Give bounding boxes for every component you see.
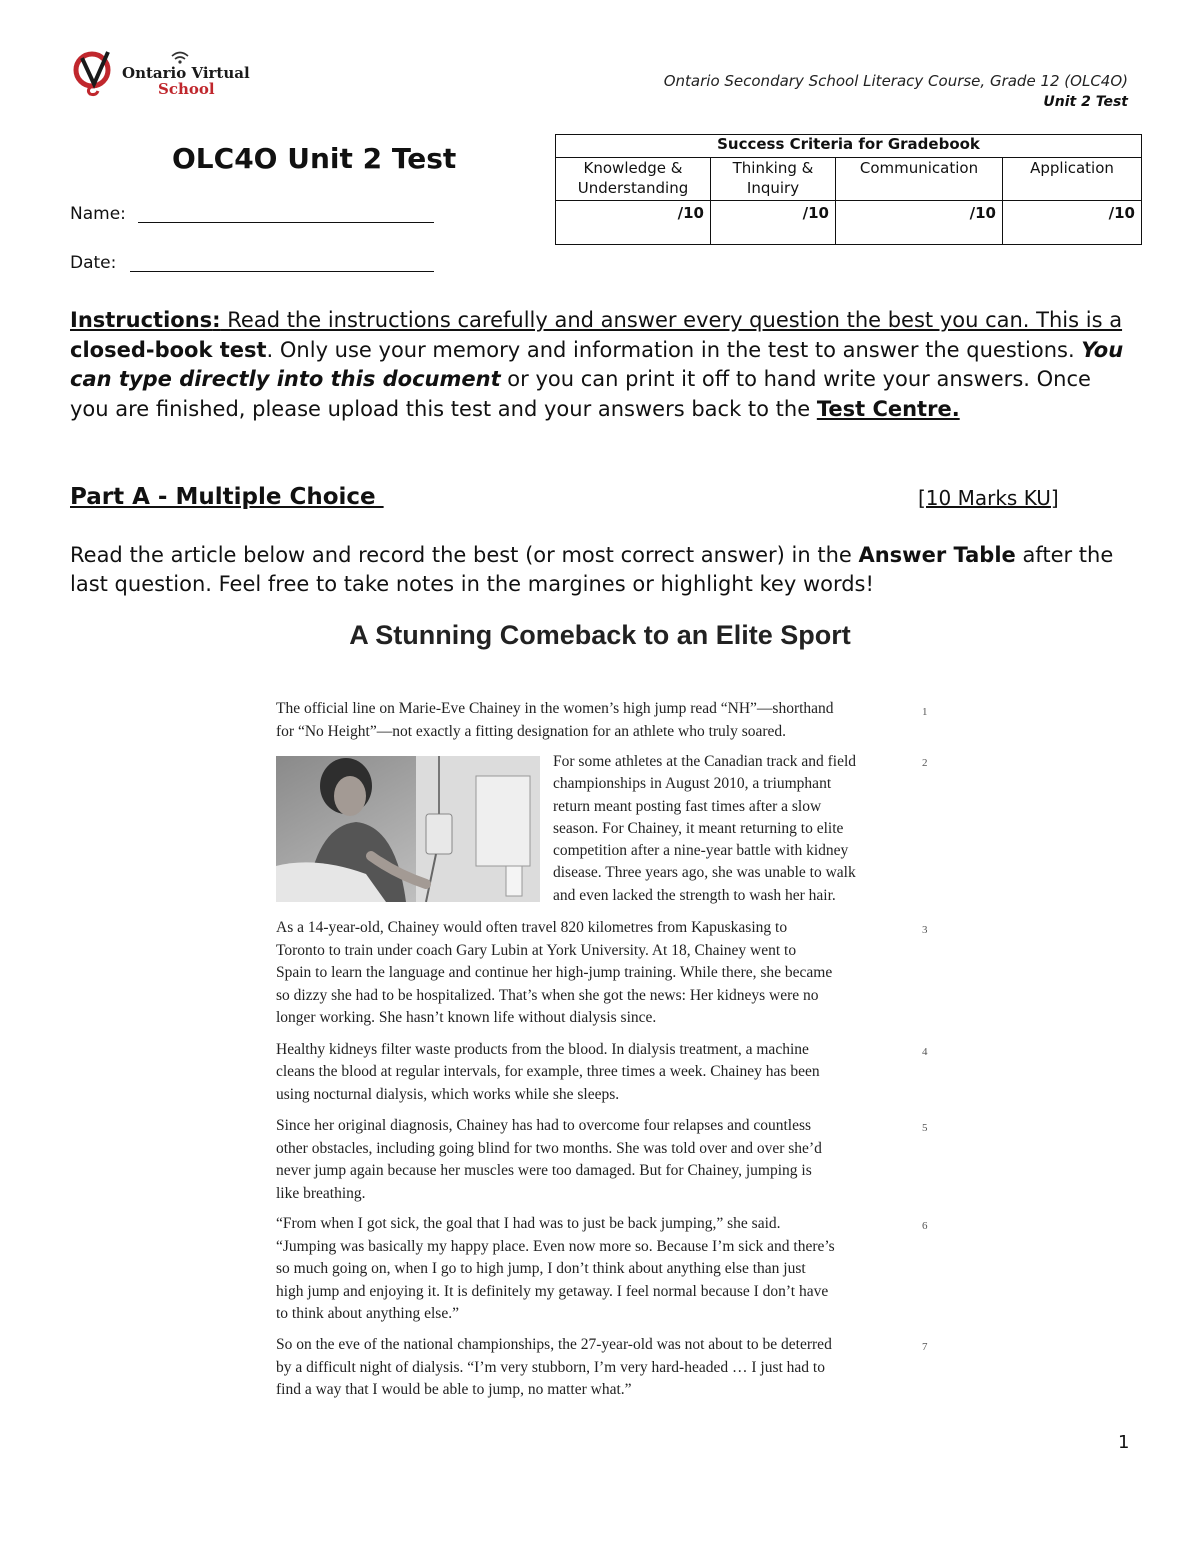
article-line: Spain to learn the language and continue her high-jump training. While there, she became	[276, 964, 833, 981]
article-line: other obstacles, including going blind for two months. She was told over and over she’d	[276, 1139, 822, 1157]
date-label: Date:	[70, 253, 117, 273]
logo-text-school: School	[158, 80, 215, 98]
criteria-caption: Success Criteria for Gradebook	[556, 135, 1142, 158]
closed-book-text: closed-book test	[70, 337, 267, 362]
article-title: A Stunning Comeback to an Elite Sport	[349, 620, 851, 650]
paragraph-number: 3	[922, 924, 928, 936]
article-line: high jump and enjoying it. It is definitely my getaway. I feel normal because I don’t have	[276, 1282, 829, 1300]
article-line: Toronto to train under coach Gary Lubin at York University. At 18, Chainey went to	[276, 941, 797, 959]
article-line: and even lacked the strength to wash her hair.	[553, 886, 836, 904]
score-thinking[interactable]: /10	[711, 201, 836, 245]
article-line: Since her original diagnosis, Chainey has had to overcome four relapses and countless	[276, 1117, 812, 1134]
article-paragraph	[276, 917, 832, 1030]
instructions-text-2: . Only use your memory and information in the test to answer the questions.	[266, 337, 1082, 362]
article-line: like breathing.	[276, 1184, 366, 1202]
read-text-1: Read the article below and record the best (or most correct answer) in the	[70, 543, 859, 567]
date-field[interactable]	[130, 271, 434, 272]
article-line: disease. Three years ago, she was unable to walk	[553, 864, 856, 882]
article-line: Healthy kidneys filter waste products from the blood. In dialysis treatment, a machine	[276, 1041, 809, 1058]
article-line: The official line on Marie-Eve Chainey in the women’s high jump read “NH”—shorthand	[276, 700, 834, 717]
article-line: so dizzy she had to be hospitalized. That’s when she got the news: Her kidneys were no	[276, 986, 819, 1004]
course-title: Ontario Secondary School Literacy Course, Grade 12 (OLC4O)	[663, 72, 1128, 90]
unit-label: Unit 2 Test	[1043, 94, 1128, 110]
article-paragraph	[276, 1039, 820, 1106]
article-line: championships in August 2010, a triumphant	[553, 775, 832, 793]
score-application[interactable]: /10	[1003, 201, 1142, 245]
instructions-paragraph	[70, 306, 1130, 424]
article-line: “From when I got sick, the goal that I had was to just be back jumping,” she said.	[276, 1215, 781, 1232]
dialysis-patient-image	[276, 756, 540, 902]
instructions-text-3: or you can print it off to hand write your answers. Once you are finished, please upload this test and your answers back to the	[70, 367, 1091, 421]
article-line: So on the eve of the national championships, the 27-year-old was not about to be deterred	[276, 1336, 832, 1353]
instructions-colon: :	[212, 308, 221, 332]
paragraph-number: 7	[922, 1341, 928, 1353]
score-knowledge[interactable]: /10	[556, 201, 711, 245]
paragraph-number: 1	[922, 706, 928, 718]
article-line: “Jumping was basically my happy place. Even now more so. Because I’m sick and there’s	[276, 1237, 835, 1255]
instructions-text-1: Read the instructions carefully and answer every question the best you can. This is a	[220, 308, 1123, 332]
part-a-marks: [10 Marks KU]	[918, 486, 1059, 510]
success-criteria-table	[555, 134, 1142, 245]
paragraph-number: 2	[922, 757, 928, 769]
type-directly-text: You can type directly into this document	[70, 337, 1124, 391]
wifi-icon	[170, 50, 190, 64]
article-line: competition after a nine-year battle with kidney	[553, 842, 849, 860]
test-centre-link[interactable]: Test Centre.	[816, 396, 960, 421]
article-line: never jump again because her muscles were too damaged. But for Chainey, jumping is	[276, 1162, 812, 1179]
article-photo	[276, 756, 540, 902]
score-communication[interactable]: /10	[836, 201, 1003, 245]
ovs-logo-mark-icon	[72, 48, 120, 98]
instructions-label: Instructions	[70, 308, 213, 332]
criteria-header-thinking: Thinking & Inquiry	[711, 158, 836, 201]
logo-text-ontario-virtual: Ontario Virtual	[122, 64, 250, 82]
article-line: For some athletes at the Canadian track and field	[553, 753, 857, 770]
part-a-heading: Part A - Multiple Choice	[70, 484, 384, 510]
name-label: Name:	[70, 204, 126, 224]
paragraph-number: 5	[922, 1122, 928, 1134]
article-line: cleans the blood at regular intervals, for example, three times a week. Chainey has been	[276, 1063, 820, 1081]
article-paragraph	[276, 1115, 822, 1205]
article-paragraph	[553, 751, 856, 907]
article-paragraph	[276, 698, 834, 743]
article-line: by a difficult night of dialysis. “I’m very stubborn, I’m very hard-headed … I just had to	[276, 1358, 825, 1376]
article-line: As a 14-year-old, Chainey would often travel 820 kilometres from Kapuskasing to	[276, 919, 788, 936]
paragraph-number: 4	[922, 1046, 928, 1058]
article-line: using nocturnal dialysis, which works while she sleeps.	[276, 1085, 620, 1103]
read-text-2: after the last question. Feel free to take notes in the margines or highlight key words!	[70, 543, 1114, 596]
page-title: OLC4O Unit 2 Test	[172, 142, 457, 175]
article-line: find a way that I would be able to jump, no matter what.”	[276, 1381, 632, 1398]
article-paragraph	[276, 1213, 835, 1326]
school-logo	[72, 48, 262, 100]
answer-table-text: Answer Table	[858, 543, 1016, 567]
criteria-header-application: Application	[1003, 158, 1142, 201]
article-line: return meant posting fast times after a slow	[553, 797, 822, 815]
article-line: longer working. She hasn’t known life without dialysis since.	[276, 1009, 657, 1026]
paragraph-number: 6	[922, 1220, 928, 1232]
article-line: for “No Height”—not exactly a fitting designation for an athlete who truly soared.	[276, 722, 787, 740]
article-line: to think about anything else.”	[276, 1305, 459, 1322]
article-paragraph	[276, 1334, 832, 1402]
page-number: 1	[1118, 1432, 1130, 1453]
article-line: so much going on, when I go to high jump, I don’t think about anything else than just	[276, 1260, 806, 1277]
criteria-header-communication: Communication	[836, 158, 1003, 201]
name-field[interactable]	[138, 222, 434, 223]
read-instructions	[70, 541, 1150, 599]
criteria-header-knowledge: Knowledge & Understanding	[556, 158, 711, 201]
article-line: season. For Chainey, it meant returning to elite	[553, 819, 844, 837]
